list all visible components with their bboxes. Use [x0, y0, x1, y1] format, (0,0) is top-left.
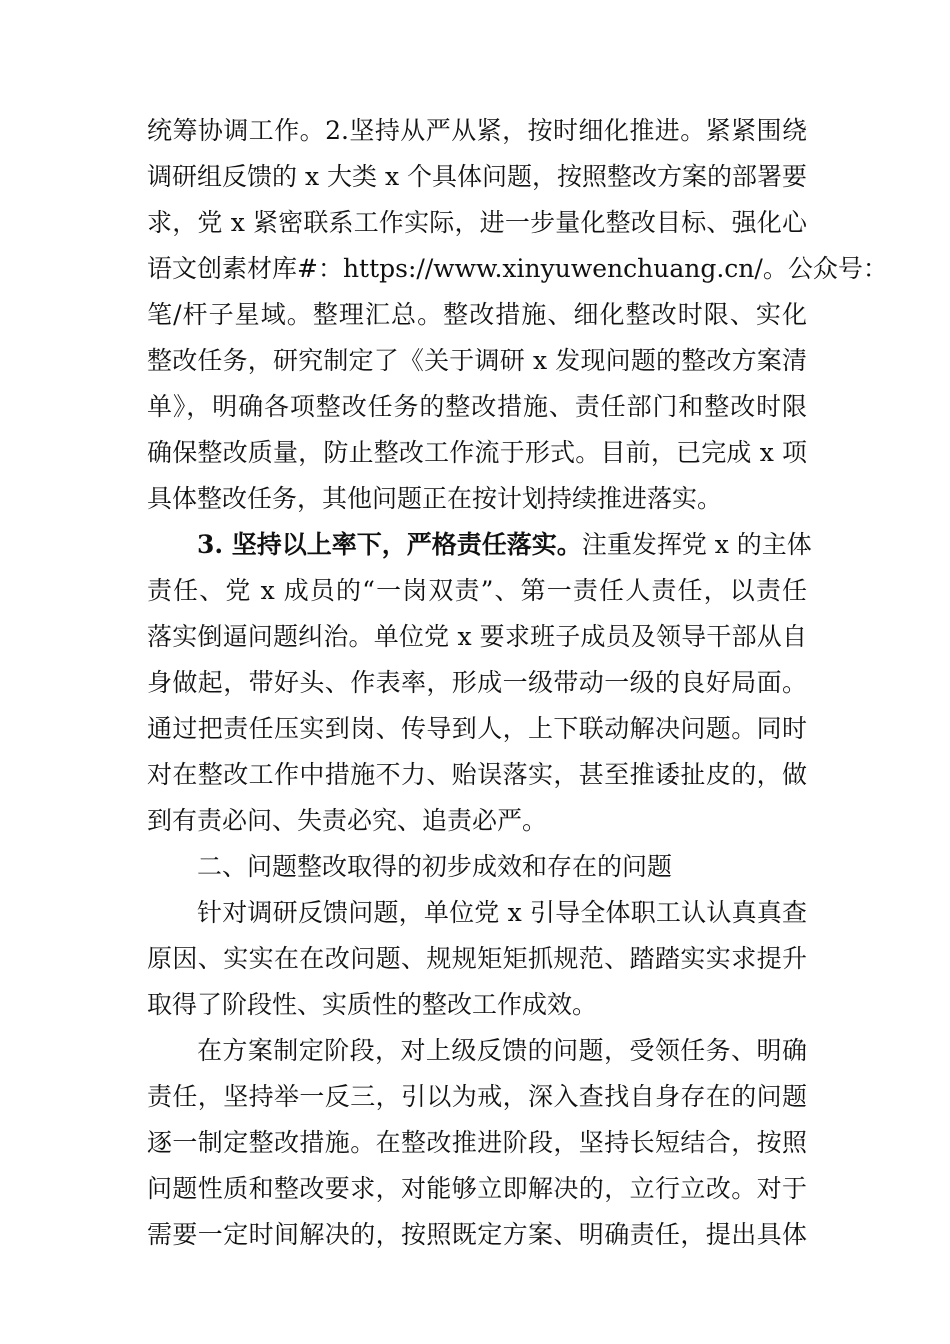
text-line: 针对调研反馈问题，单位党 x 引导全体职工认认真真查	[197, 898, 807, 927]
text-line: 责任，坚持举一反三，引以为戒，深入查找自身存在的问题	[147, 1082, 807, 1111]
text-line: 取得了阶段性、实质性的整改工作成效。	[147, 990, 598, 1019]
text-line: 在方案制定阶段，对上级反馈的问题，受领任务、明确	[197, 1036, 807, 1065]
text-span: 注重发挥党 x 的主体	[581, 530, 812, 559]
text-line: 统筹协调工作。2.坚持从严从紧，按时细化推进。紧紧围绕	[147, 116, 807, 145]
text-line: 通过把责任压实到岗、传导到人，上下联动解决问题。同时	[147, 714, 807, 743]
section-heading: 二、问题整改取得的初步成效和存在的问题	[197, 852, 673, 881]
text-line: 落实倒逼问题纠治。单位党 x 要求班子成员及领导干部从自	[147, 622, 807, 651]
bold-heading: 3. 坚持以上率下，严格责任落实。	[197, 530, 582, 559]
text-line: 逐一制定整改措施。在整改推进阶段，坚持长短结合，按照	[147, 1128, 807, 1157]
text-line: 需要一定时间解决的，按照既定方案、明确责任，提出具体	[147, 1220, 807, 1249]
text-line: 责任、党 x 成员的“一岗双责”、第一责任人责任，以责任	[147, 576, 807, 605]
text-line: 原因、实实在在改问题、规规矩矩抓规范、踏踏实实求提升	[147, 944, 807, 973]
text-line: 整改任务，研究制定了《关于调研 x 发现问题的整改方案清	[147, 346, 807, 375]
text-line: 笔/杆子星域。整理汇总。整改措施、细化整改时限、实化	[147, 300, 807, 329]
text-line: 具体整改任务，其他问题正在按计划持续推进落实。	[147, 484, 723, 513]
text-line: 对在整改工作中措施不力、贻误落实，甚至推诿扯皮的，做	[147, 760, 807, 789]
text-line: 确保整改质量，防止整改工作流于形式。目前，已完成 x 项	[147, 438, 807, 467]
text-line: 身做起，带好头、作表率，形成一级带动一级的良好局面。	[147, 668, 807, 697]
text-line: 单》，明确各项整改任务的整改措施、责任部门和整改时限	[147, 392, 807, 421]
text-line: 求，党 x 紧密联系工作实际，进一步量化整改目标、强化心	[147, 208, 807, 237]
text-line: 到有责必问、失责必究、追责必严。	[147, 806, 548, 835]
text-line: 问题性质和整改要求，对能够立即解决的，立行立改。对于	[147, 1174, 807, 1203]
heading-line	[197, 530, 812, 560]
text-line: 语文创素材库#：https://www.xinyuwenchuang.cn/。公众号：	[147, 254, 888, 283]
text-line: 调研组反馈的 x 大类 x 个具体问题，按照整改方案的部署要	[147, 162, 807, 191]
